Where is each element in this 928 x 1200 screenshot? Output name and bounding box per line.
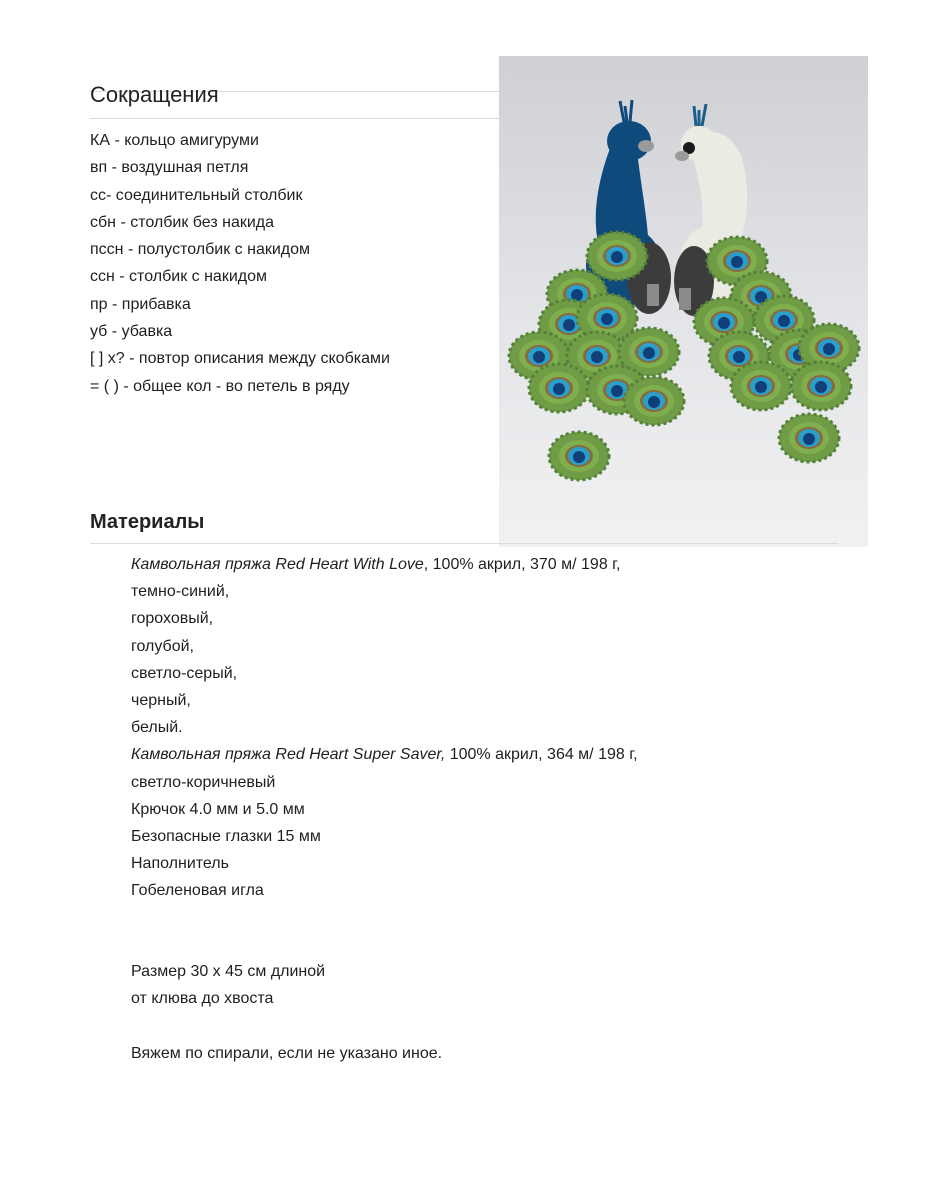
materials-title: Материалы [90, 511, 205, 533]
list-item: Крючок 4.0 мм и 5.0 мм [131, 800, 305, 818]
list-item: пссн - полустолбик с накидом [90, 241, 311, 259]
yarn-name: Камвольная пряжа Red Heart Super Saver, [131, 746, 446, 764]
list-item: КА - кольцо амигуруми [90, 132, 259, 149]
size-line-2: от клюва до хвоста [131, 990, 274, 1007]
list-item: голубой, [131, 637, 194, 655]
list-item: гороховый, [131, 610, 214, 628]
list-item: ссн - столбик с накидом [90, 268, 267, 286]
list-item: Наполнитель [131, 855, 229, 873]
yarn-spec: 100% акрил, 364 м/ 198 г, [445, 746, 638, 764]
spiral-note: Вяжем по спирали, если не указано иное. [131, 1045, 443, 1062]
list-item: черный, [131, 691, 191, 709]
list-item: вп - воздушная петля [90, 159, 249, 177]
list-item: [ ] х? - повтор описания между скобками [90, 350, 390, 368]
yarn-name: Камвольная пряжа Red Heart With Love [131, 556, 424, 573]
list-item: сбн - столбик без накида [90, 213, 275, 231]
abbreviations-list [90, 127, 390, 400]
peacocks-photo [499, 56, 868, 547]
abbreviations-title: Сокращения [90, 82, 219, 107]
list-item: = ( ) - общее кол - во петель в ряду [90, 377, 350, 395]
yarn-spec: , 100% акрил, 370 м/ 198 г, [423, 556, 621, 573]
list-item: Гобеленовая игла [131, 882, 264, 900]
materials-list [131, 551, 638, 904]
list-item [131, 741, 638, 768]
list-item: светло-серый, [131, 664, 238, 682]
list-item: пр - прибавка [90, 295, 191, 313]
list-item: белый. [131, 719, 183, 737]
list-item [131, 551, 638, 578]
list-item: светло-коричневый [131, 773, 276, 791]
list-item: уб - убавка [90, 323, 173, 341]
list-item: Безопасные глазки 15 мм [131, 827, 321, 845]
materials-divider-top [90, 543, 838, 544]
size-line-1: Размер 30 х 45 см длиной [131, 963, 326, 980]
list-item: сс- соединительный столбик [90, 186, 303, 204]
list-item: темно-синий, [131, 583, 230, 601]
